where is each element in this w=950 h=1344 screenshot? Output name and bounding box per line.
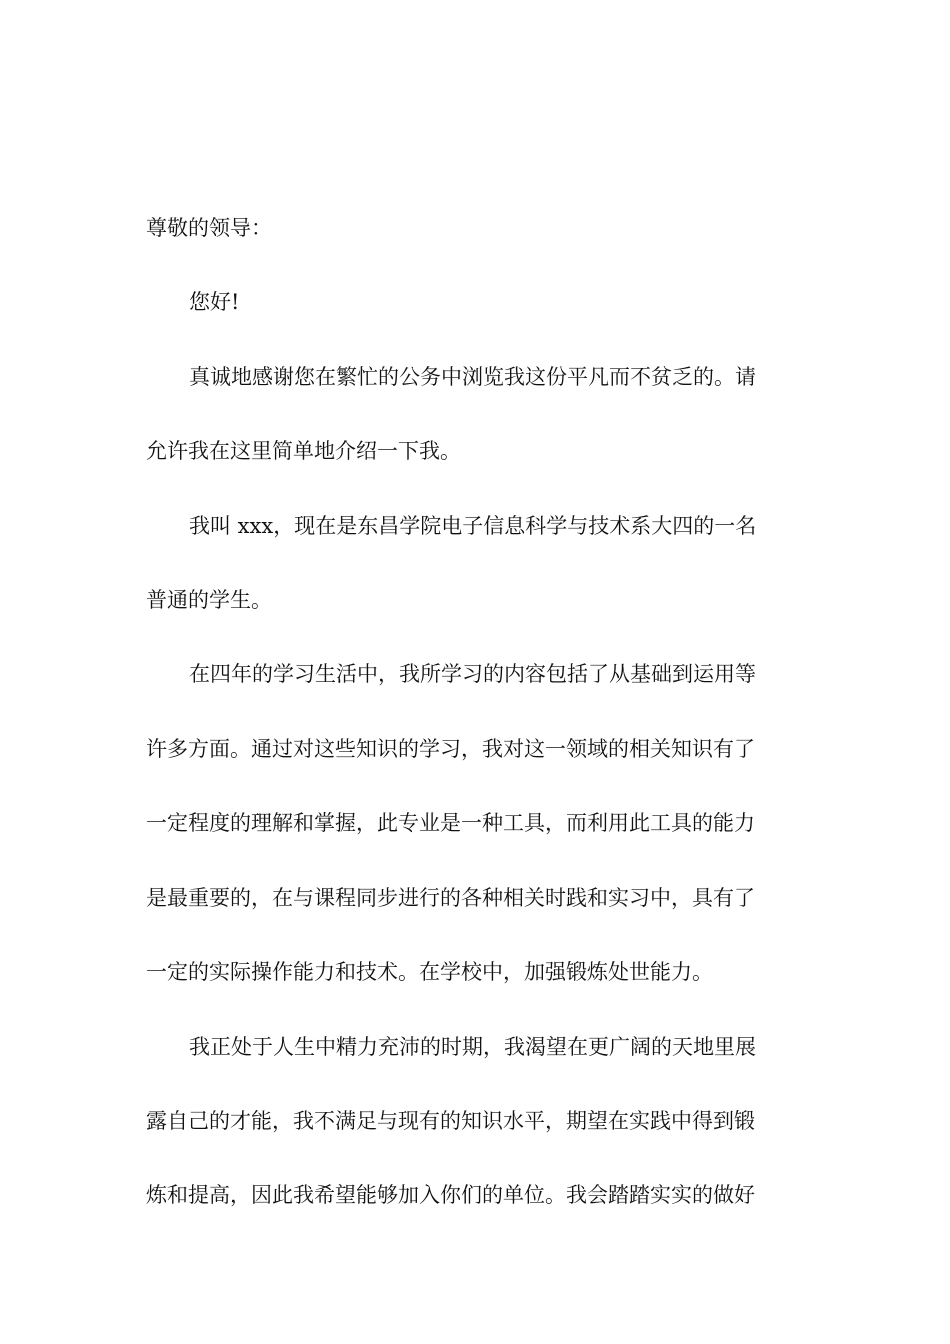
letter-greeting: 尊敬的领导： (146, 216, 272, 240)
paragraph-1-line-2: 允许我在这里简单地介绍一下我。 (146, 439, 461, 463)
paragraph-1-line-1: 真诚地感谢您在繁忙的公务中浏览我这份平凡而不贫乏的。请 (189, 365, 756, 389)
paragraph-3-line-5: 一定的实际操作能力和技术。在学校中，加强锻炼处世能力。 (146, 960, 713, 984)
paragraph-4-line-2: 露自己的才能，我不满足与现有的知识水平，期望在实践中得到锻 (146, 1109, 755, 1133)
paragraph-3-line-1: 在四年的学习生活中，我所学习的内容包括了从基础到运用等 (189, 662, 756, 686)
paragraph-2-line-1: 我叫 xxx，现在是东昌学院电子信息科学与技术系大四的一名 (189, 514, 757, 538)
paragraph-4-line-1: 我正处于人生中精力充沛的时期，我渴望在更广阔的天地里展 (189, 1035, 756, 1059)
paragraph-3-line-4: 是最重要的，在与课程同步进行的各种相关时践和实习中，具有了 (146, 886, 755, 910)
paragraph-4-line-3: 炼和提高，因此我希望能够加入你们的单位。我会踏踏实实的做好 (146, 1183, 755, 1207)
paragraph-2-line-2: 普通的学生。 (146, 588, 272, 612)
letter-salutation: 您好! (189, 290, 240, 314)
paragraph-3-line-2: 许多方面。通过对这些知识的学习，我对这一领域的相关知识有了 (146, 737, 755, 761)
paragraph-3-line-3: 一定程度的理解和掌握，此专业是一种工具，而利用此工具的能力 (146, 811, 755, 835)
